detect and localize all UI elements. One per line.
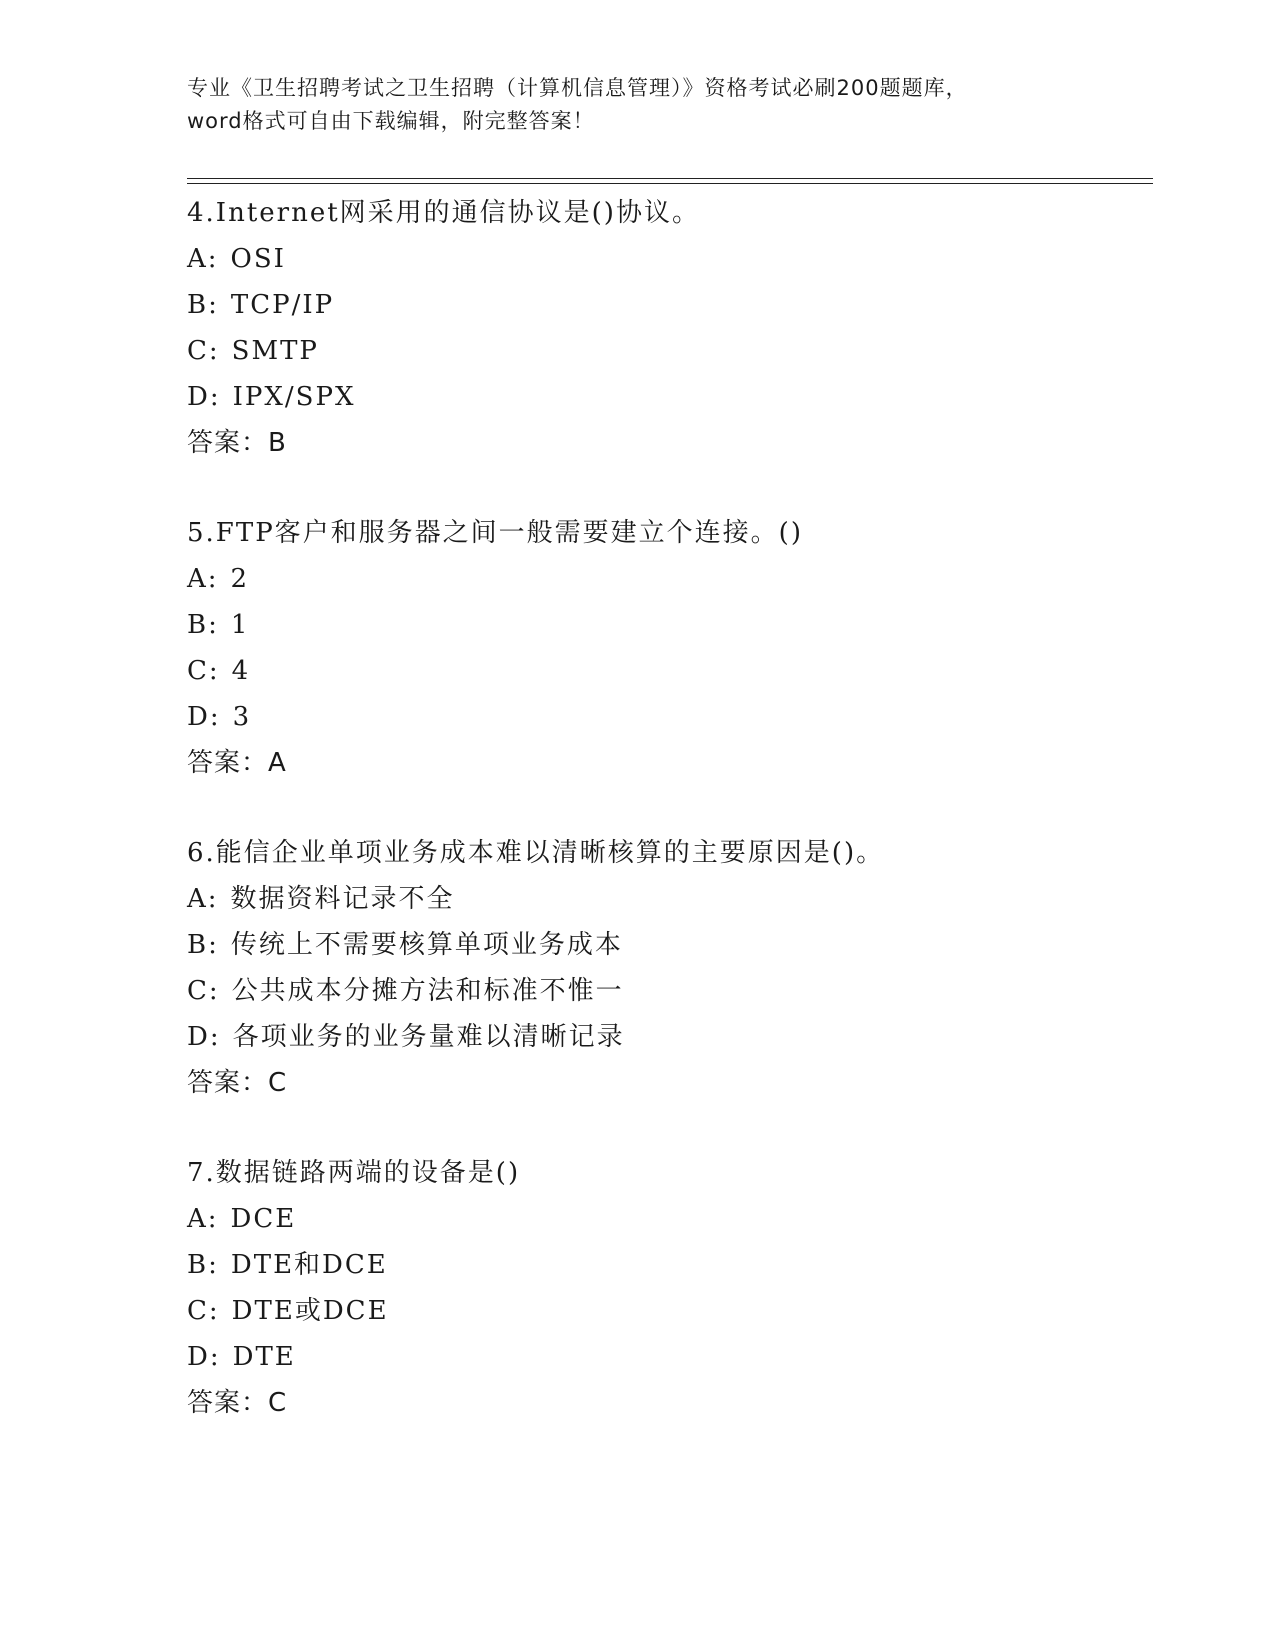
option-d <box>187 1334 296 1380</box>
question-7 <box>187 1150 1153 1470</box>
option-text: DTE和DCE <box>230 1250 388 1280</box>
option-d <box>187 1014 625 1060</box>
option-label: B: <box>187 930 219 960</box>
option-a <box>187 556 249 602</box>
option-text: 各项业务的业务量难以清晰记录 <box>232 1022 625 1052</box>
option-label: A: <box>187 244 219 274</box>
header-line-1: 专业《卫生招聘考试之卫生招聘（计算机信息管理）》资格考试必刷200题题库， <box>187 76 968 100</box>
option-label: C: <box>187 1296 220 1326</box>
answer-line: 答案：B <box>187 428 287 458</box>
option-text: 3 <box>232 702 252 732</box>
option-text: TCP/IP <box>230 290 335 320</box>
option-label: A: <box>187 1204 219 1234</box>
question-text: 4.Internet网采用的通信协议是()协议。 <box>187 198 700 228</box>
option-a <box>187 876 455 922</box>
option-text: 公共成本分摊方法和标准不惟一 <box>231 976 624 1006</box>
option-label: B: <box>187 290 219 320</box>
option-text: SMTP <box>231 336 319 366</box>
option-label: C: <box>187 976 220 1006</box>
option-c <box>187 1288 389 1334</box>
option-b <box>187 1242 388 1288</box>
option-label: A: <box>187 564 219 594</box>
option-b <box>187 602 249 648</box>
question-6 <box>187 830 1153 1150</box>
question-text: 7.数据链路两端的设备是() <box>187 1158 521 1188</box>
answer-line: 答案：C <box>187 1388 288 1418</box>
option-label: D: <box>187 1342 221 1372</box>
answer-line: 答案：A <box>187 748 287 778</box>
option-d <box>187 694 251 740</box>
question-5 <box>187 510 1153 830</box>
option-text: 数据资料记录不全 <box>230 884 455 914</box>
option-d <box>187 374 355 420</box>
question-4 <box>187 190 1153 510</box>
question-text: 6.能信企业单项业务成本难以清晰核算的主要原因是()。 <box>187 838 885 868</box>
option-label: D: <box>187 702 221 732</box>
option-text: OSI <box>230 244 286 274</box>
document-header <box>187 72 1087 138</box>
option-label: D: <box>187 1022 221 1052</box>
option-b <box>187 282 334 328</box>
option-c <box>187 328 319 374</box>
option-label: A: <box>187 884 219 914</box>
option-label: C: <box>187 336 220 366</box>
option-c <box>187 648 250 694</box>
option-text: 4 <box>231 656 251 686</box>
option-text: IPX/SPX <box>232 382 356 412</box>
header-line-2: word格式可自由下载编辑，附完整答案！ <box>187 109 595 133</box>
option-label: C: <box>187 656 220 686</box>
answer-line: 答案：C <box>187 1068 288 1098</box>
option-b <box>187 922 623 968</box>
option-text: 2 <box>230 564 250 594</box>
header-double-rule <box>187 178 1153 184</box>
option-c <box>187 968 624 1014</box>
question-list <box>187 190 1153 1470</box>
option-label: B: <box>187 1250 219 1280</box>
option-a <box>187 236 286 282</box>
option-text: DCE <box>230 1204 297 1234</box>
question-text: 5.FTP客户和服务器之间一般需要建立个连接。() <box>187 518 803 548</box>
option-label: D: <box>187 382 221 412</box>
option-text: 1 <box>230 610 250 640</box>
option-text: DTE <box>232 1342 296 1372</box>
option-text: DTE或DCE <box>231 1296 389 1326</box>
option-text: 传统上不需要核算单项业务成本 <box>230 930 623 960</box>
option-a <box>187 1196 296 1242</box>
option-label: B: <box>187 610 219 640</box>
